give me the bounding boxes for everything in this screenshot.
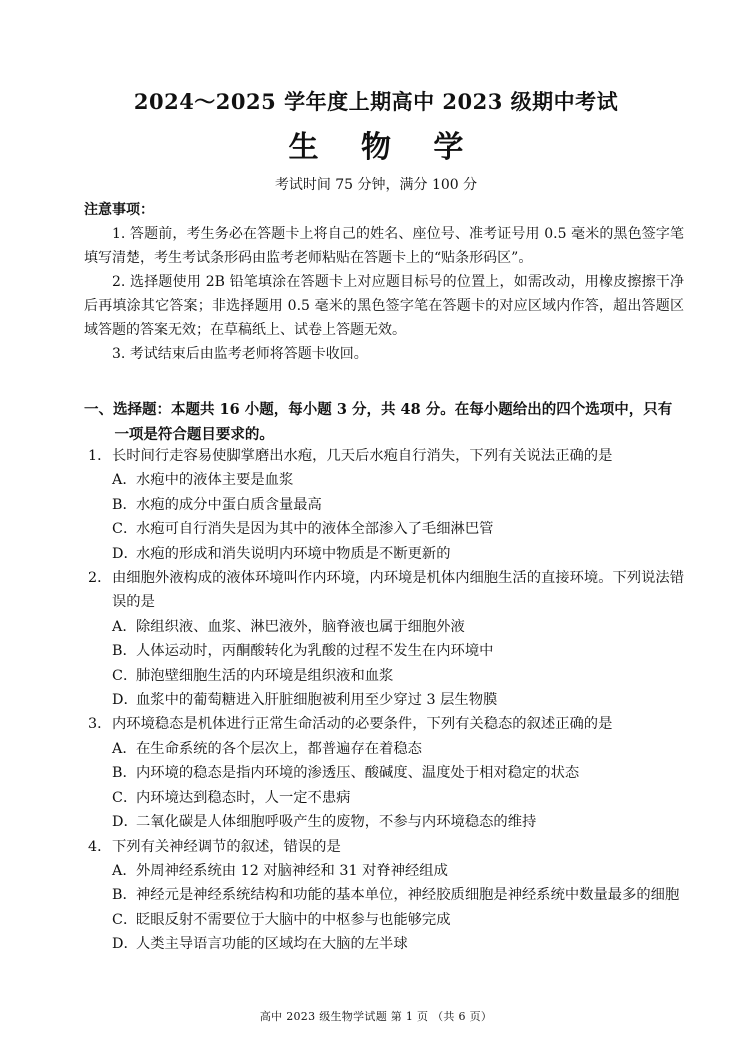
option [88,786,684,810]
option-label: C． [112,789,138,806]
question [88,835,684,957]
question [88,712,684,834]
option-label: D． [112,545,138,562]
option-label: A． [112,618,137,635]
option-text: 水疱的成分中蛋白质含量最高 [136,496,322,513]
option-text: 人类主导语言功能的区域均在大脑的左半球 [136,936,408,953]
option-text: 二氧化碳是人体细胞呼吸产生的废物，不参与内环境稳态的维持 [136,814,537,831]
question-text: 下列有关神经调节的叙述，错误的是 [112,838,341,855]
question-list [88,444,684,957]
option [88,810,684,834]
option-label: D． [112,936,138,953]
option-label: B． [112,887,137,904]
question-number: 3． [88,716,112,733]
option-label: A． [112,740,137,757]
option [88,542,684,566]
question [88,444,684,566]
option [88,517,684,541]
question-stem [88,566,684,615]
option-text: 水疱中的液体主要是血浆 [136,472,294,489]
notice-title: 注意事项： [84,202,154,218]
option [88,493,684,517]
option-label: C． [112,911,138,928]
exam-title: 2024～2025 学年度上期高中 2023 级期中考试 [133,89,619,114]
question-stem [88,444,684,468]
option-text: 水疱的形成和消失说明内环境中物质是不断更新的 [136,545,451,562]
option [88,468,684,492]
option [88,883,684,907]
question-number: 2． [88,570,112,587]
option [88,737,684,761]
option [88,859,684,883]
question [88,566,684,712]
exam-info: 考试时间 75 分钟，满分 100 分 [274,177,478,193]
option-text: 神经元是神经系统结构和功能的基本单位，神经胶质细胞是神经系统中数量最多的细胞 [136,887,680,904]
option [88,761,684,785]
question-stem [88,712,684,736]
option-text: 眨眼反射不需要位于大脑中的中枢参与也能够完成 [136,911,451,928]
option-label: B． [112,765,137,782]
option-label: B． [112,643,137,660]
option-text: 肺泡壁细胞生活的内环境是组织液和血浆 [136,667,394,684]
option-text: 内环境的稳态是指内环境的渗透压、酸碱度、温度处于相对稳定的状态 [136,765,580,782]
question-text: 由细胞外液构成的液体环境叫作内环境，内环境是机体内细胞生活的直接环境。下列说法错误的是 [112,570,684,611]
question-text: 长时间行走容易使脚掌磨出水疱，几天后水疱自行消失，下列有关说法正确的是 [112,448,613,464]
option-text: 人体运动时，丙酮酸转化为乳酸的过程不发生在内环境中 [136,643,494,660]
notice-item: 1. 答题前，考生务必在答题卡上将自己的姓名、座位号、准考证号用 0.5 毫米的黑色签字笔填写清楚，考生考试条形码由监考老师粘贴在答题卡上的“贴条形码区”。 [84,226,684,266]
subject-title: 生 物 学 [288,130,480,165]
option-text: 在生命系统的各个层次上，都普遍存在着稳态 [136,740,422,757]
option [88,908,684,932]
option-label: A． [112,862,137,879]
option [88,639,684,663]
option-label: D． [112,692,138,709]
notice-block [84,198,684,366]
option [88,664,684,688]
question-number: 4． [88,838,112,855]
option-text: 水疱可自行消失是因为其中的液体全部渗入了毛细淋巴管 [136,521,494,538]
option-text: 外周神经系统由 12 对脑神经和 31 对脊神经组成 [136,862,448,879]
option-label: B． [112,496,137,513]
option-label: C． [112,521,138,538]
question-text: 内环境稳态是机体进行正常生命活动的必要条件，下列有关稳态的叙述正确的是 [112,716,613,733]
option [88,615,684,639]
option-text: 血浆中的葡萄糖进入肝脏细胞被利用至少穿过 3 层生物膜 [136,692,498,709]
option-label: A． [112,472,137,489]
option-text: 除组织液、血浆、淋巴液外，脑脊液也属于细胞外液 [136,618,465,635]
option-label: C． [112,667,138,684]
notice-item: 2. 选择题使用 2B 铅笔填涂在答题卡上对应题目标号的位置上，如需改动，用橡皮擦擦干净后再填涂其它答案；非选择题用 0.5 毫米的黑色签字笔在答题卡的对应区域内作答，超出答题区域答题的答案无效；在草稿纸上、试卷上答题无效。 [84,274,684,338]
option [88,688,684,712]
option-text: 内环境达到稳态时，人一定不患病 [136,789,351,806]
page-footer: 高中 2023 级生物学试题 第 1 页 （共 6 页） [259,1010,493,1023]
question-number: 1． [88,448,112,464]
option-label: D． [112,814,138,831]
option [88,932,684,956]
notice-item: 3. 考试结束后由监考老师将答题卡收回。 [112,346,368,362]
question-stem [88,835,684,859]
section-heading: 一、选择题：本题共 16 小题，每小题 3 分，共 48 分。在每小题给出的四个选项中，只有一项是符合题目要求的。 [84,401,673,443]
